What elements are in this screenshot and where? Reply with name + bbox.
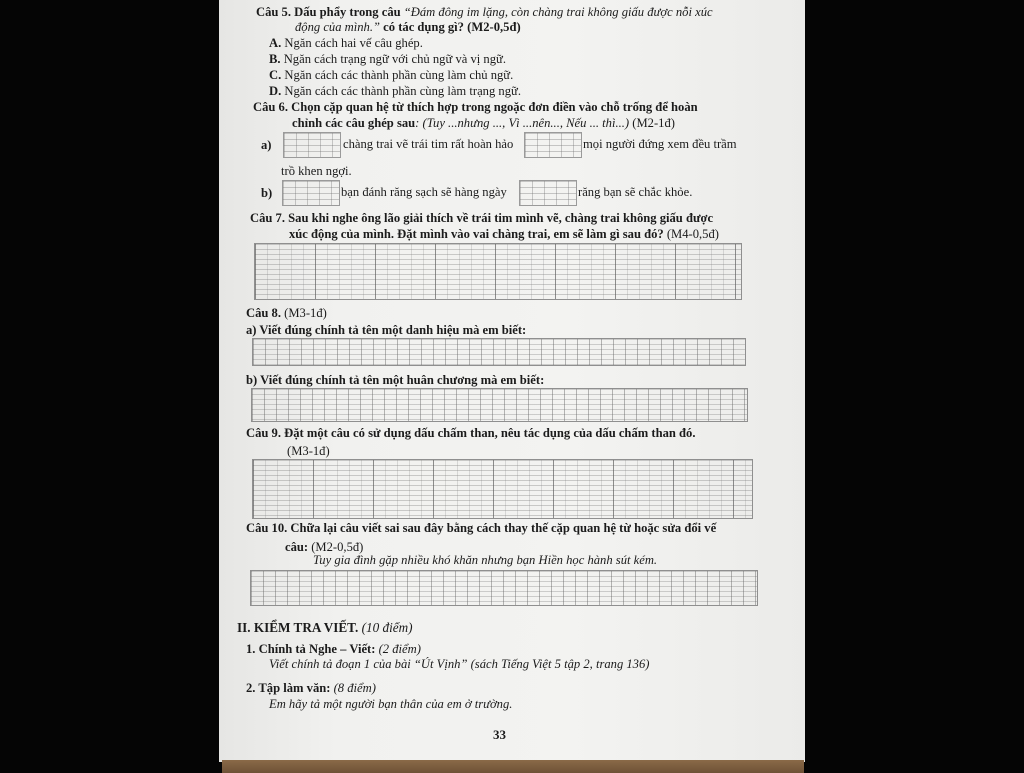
q8-a-answer-grid[interactable]: [252, 338, 746, 366]
table-surface: [222, 760, 804, 773]
q5-option-d: D. Ngăn cách các thành phần cùng làm trạng ngữ.: [269, 84, 521, 98]
q10-title-line1: Câu 10. Chữa lại câu viết sai sau đây bằng cách thay thế cặp quan hệ từ hoặc sửa đổi vế: [246, 521, 717, 535]
q6-b-blank-1[interactable]: [282, 180, 340, 206]
q8-title: Câu 8. (M3-1đ): [246, 306, 327, 320]
q6-a-blank-2[interactable]: [524, 132, 582, 158]
q6-b-blank-2[interactable]: [519, 180, 577, 206]
q10-sentence: Tuy gia đình gặp nhiều khó khăn nhưng bạn Hiền học hành sút kém.: [313, 553, 658, 567]
q5-option-c: C. Ngăn cách các thành phần cùng làm chủ ngữ.: [269, 68, 514, 82]
part2-heading: II. KIỂM TRA VIẾT. (10 điểm): [237, 620, 413, 635]
q5-title-line2: động của mình.” có tác dụng gì? (M2-0,5đ): [295, 20, 521, 34]
q8-a-prompt: a) Viết đúng chính tả tên một danh hiệu mà em biết:: [246, 323, 527, 337]
q6-b-end-text: răng bạn sẽ chắc khỏe.: [578, 185, 693, 199]
q5-option-b: B. Ngăn cách trạng ngữ với chủ ngữ và vị ngữ.: [269, 52, 506, 66]
part2-item1-desc: Viết chính tả đoạn 1 của bài “Út Vịnh” (sách Tiếng Việt 5 tập 2, trang 136): [269, 657, 650, 671]
q6-a-middle-text: chàng trai vẽ trái tim rất hoàn hảo: [343, 137, 514, 151]
q9-answer-grid[interactable]: [252, 459, 753, 519]
q6-title-line1: Câu 6. Chọn cặp quan hệ từ thích hợp trong ngoặc đơn điền vào chỗ trống để hoàn: [253, 100, 698, 114]
q7-answer-grid[interactable]: [254, 243, 742, 300]
part2-item1: 1. Chính tả Nghe – Viết: (2 điểm): [246, 642, 421, 656]
q6-a-end-text: mọi người đứng xem đều trầm: [583, 137, 737, 151]
q10-answer-grid[interactable]: [250, 570, 758, 606]
q6-b-middle-text: bạn đánh răng sạch sẽ hàng ngày: [341, 185, 507, 199]
q6-a-continuation: trồ khen ngợi.: [281, 164, 352, 178]
q5-title-line1: Câu 5. Dấu phẩy trong câu “Đám đông im lặng, còn chàng trai không giấu được nỗi xúc: [256, 5, 713, 19]
exam-page: [219, 0, 805, 762]
q9-title-line2: (M3-1đ): [287, 444, 330, 458]
q7-title-line2: xúc động của mình. Đặt mình vào vai chàng trai, em sẽ làm gì sau đó? (M4-0,5đ): [289, 227, 719, 241]
q6-a-blank-1[interactable]: [283, 132, 341, 158]
q7-title-line1: Câu 7. Sau khi nghe ông lão giải thích về trái tim mình vẽ, chàng trai không giấu được: [250, 211, 714, 225]
q8-b-prompt: b) Viết đúng chính tả tên một huân chương mà em biết:: [246, 373, 545, 387]
q6-b-label: b): [261, 186, 273, 200]
q6-title-line2: chỉnh các câu ghép sau: (Tuy ...nhưng ..., Vì ...nên..., Nếu ... thì...) (M2-1đ): [292, 116, 675, 130]
q5-option-a: A. Ngăn cách hai vế câu ghép.: [269, 36, 423, 50]
q6-a-label: a): [261, 138, 272, 152]
q10-title-line2: câu: (M2-0,5đ): [285, 540, 364, 554]
q9-title-line1: Câu 9. Đặt một câu có sử dụng dấu chấm than, nêu tác dụng của dấu chấm than đó.: [246, 426, 696, 440]
page-number: 33: [493, 727, 506, 742]
part2-item2-desc: Em hãy tả một người bạn thân của em ở trường.: [269, 697, 513, 711]
part2-item2: 2. Tập làm văn: (8 điểm): [246, 681, 376, 695]
q8-b-answer-grid[interactable]: [251, 388, 748, 422]
